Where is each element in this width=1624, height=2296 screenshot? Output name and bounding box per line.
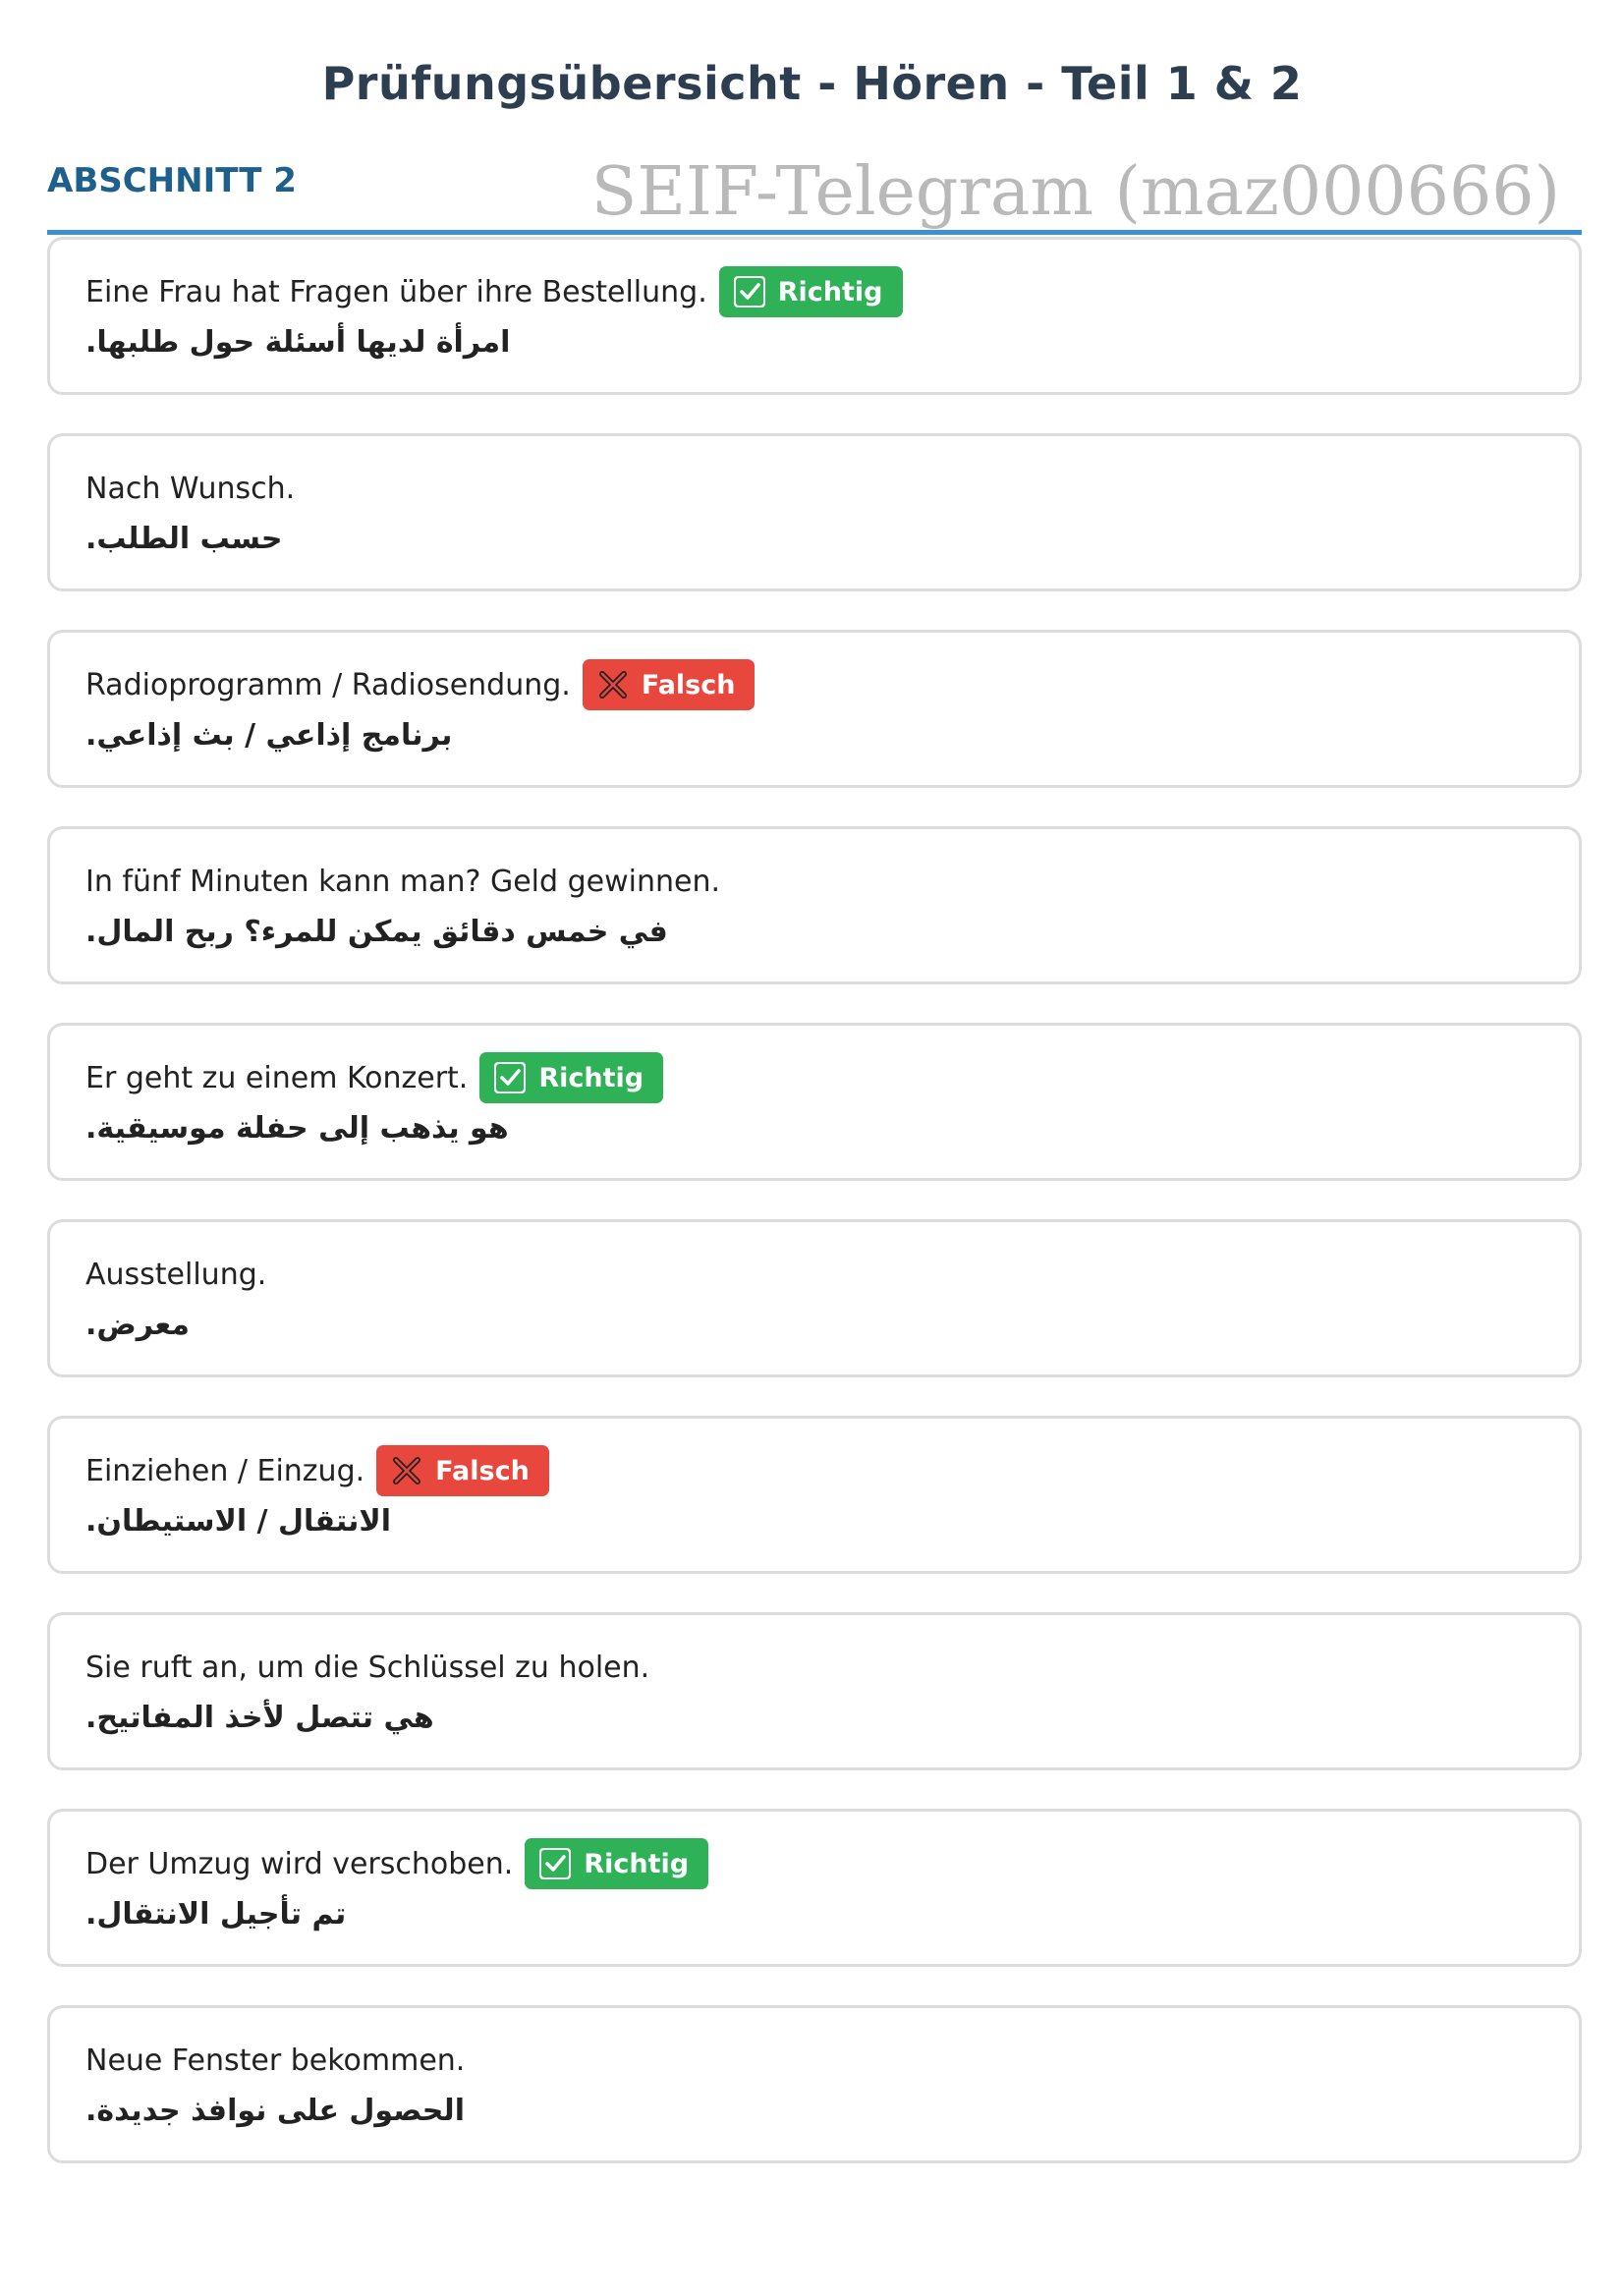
answer-card	[47, 630, 1582, 788]
german-text: Nach Wunsch.	[85, 471, 296, 506]
cross-icon	[390, 1454, 423, 1487]
german-text: In fünf Minuten kann man? Geld gewinnen.	[85, 864, 720, 899]
answer-list	[47, 237, 1582, 2202]
german-text: Er geht zu einem Konzert.	[85, 1060, 469, 1095]
badge-label: Richtig	[777, 276, 883, 308]
badge-label: Falsch	[435, 1455, 530, 1486]
check-box-icon	[733, 275, 766, 308]
cross-icon	[596, 668, 630, 701]
answer-card	[47, 826, 1582, 984]
answer-card	[47, 2005, 1582, 2163]
check-box-icon	[493, 1061, 527, 1094]
german-text: Der Umzug wird verschoben.	[85, 1846, 514, 1881]
arabic-text: هو يذهب إلى حفلة موسيقية.	[85, 1111, 509, 1146]
arabic-text: الحصول على نوافذ جديدة.	[85, 2094, 465, 2128]
section-header	[47, 153, 1582, 235]
badge-label: Richtig	[584, 1848, 690, 1879]
check-box-icon	[538, 1847, 572, 1880]
richtig-badge	[719, 266, 903, 317]
answer-card	[47, 433, 1582, 591]
answer-card	[47, 1416, 1582, 1574]
arabic-text: تم تأجيل الانتقال.	[85, 1897, 347, 1932]
arabic-text: الانتقال / الاستيطان.	[85, 1504, 391, 1539]
richtig-badge	[525, 1838, 708, 1889]
german-text: Eine Frau hat Fragen über ihre Bestellung.	[85, 274, 707, 309]
answer-card	[47, 1809, 1582, 1967]
answer-card	[47, 237, 1582, 395]
section-title: ABSCHNITT 2	[47, 161, 297, 200]
badge-label: Richtig	[538, 1062, 644, 1093]
arabic-text: حسب الطلب.	[85, 522, 283, 556]
falsch-badge	[376, 1445, 549, 1496]
arabic-text: امرأة لديها أسئلة حول طلبها.	[85, 325, 511, 360]
arabic-text: برنامج إذاعي / بث إذاعي.	[85, 718, 453, 753]
german-text: Sie ruft an, um die Schlüssel zu holen.	[85, 1650, 650, 1685]
page-title: Prüfungsübersicht - Hören - Teil 1 & 2	[321, 57, 1303, 110]
answer-card	[47, 1023, 1582, 1181]
falsch-badge	[583, 659, 756, 710]
answer-card	[47, 1612, 1582, 1770]
answer-card	[47, 1219, 1582, 1377]
arabic-text: في خمس دقائق يمكن للمرء؟ ربح المال.	[85, 915, 668, 949]
german-text: Radioprogramm / Radiosendung.	[85, 667, 571, 702]
badge-label: Falsch	[641, 669, 736, 700]
watermark: SEIF-Telegram (maz000666)	[590, 153, 1560, 231]
arabic-text: هي تتصل لأخذ المفاتيح.	[85, 1701, 434, 1735]
richtig-badge	[479, 1052, 663, 1103]
german-text: Einziehen / Einzug.	[85, 1453, 365, 1488]
german-text: Neue Fenster bekommen.	[85, 2043, 466, 2078]
german-text: Ausstellung.	[85, 1257, 267, 1292]
arabic-text: معرض.	[85, 1308, 190, 1342]
